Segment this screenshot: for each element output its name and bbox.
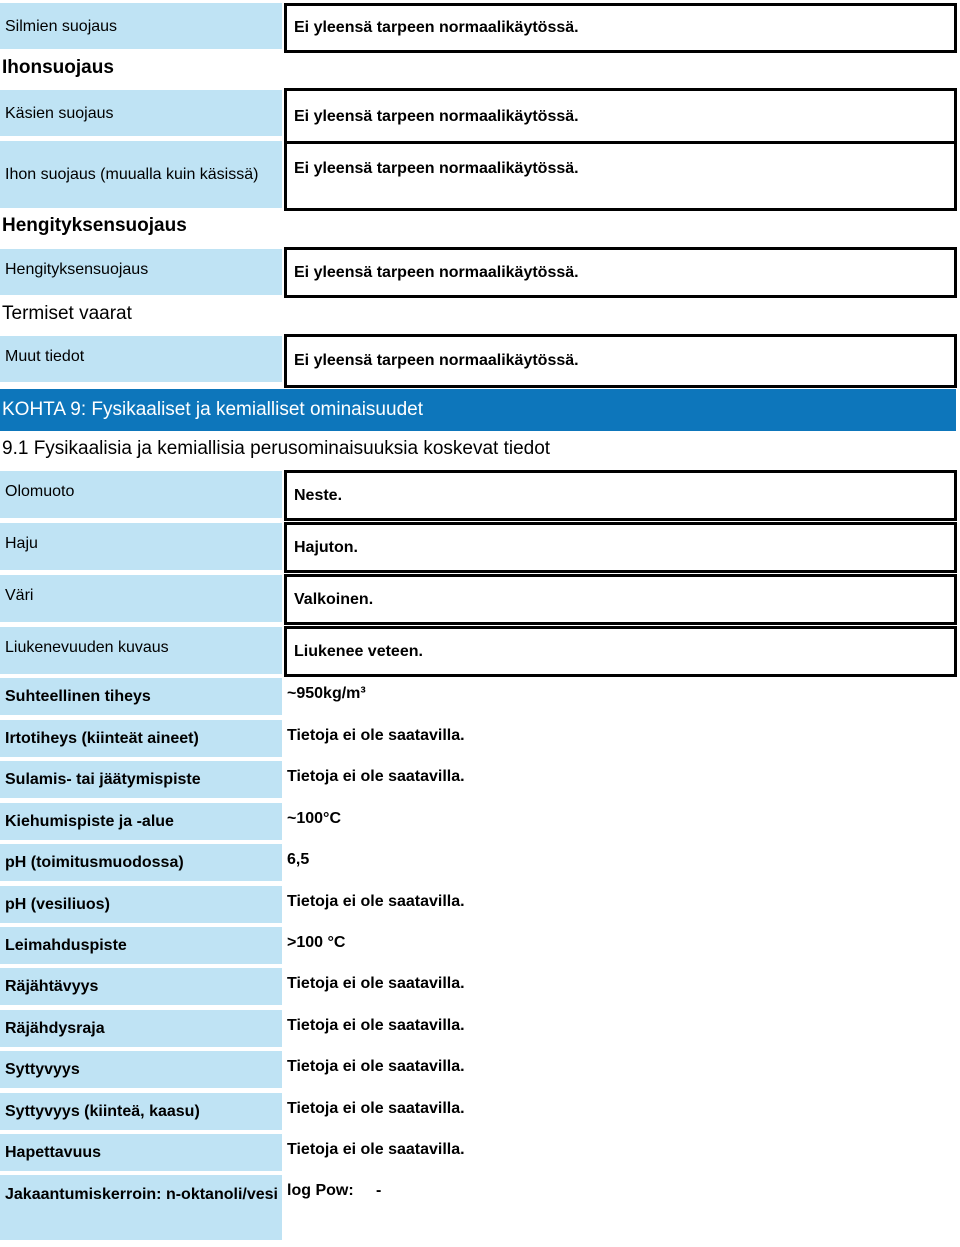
value-ph-solution: Tietoja ei ole saatavilla.	[287, 893, 465, 910]
label-oxidising: Hapettavuus	[0, 1134, 282, 1171]
label-ph-solution: pH (vesiliuos)	[0, 886, 282, 923]
heading-respiratory-protection: Hengityksensuojaus	[2, 215, 187, 236]
value-relative-density: ~950kg/m³	[287, 685, 366, 702]
heading-thermal-hazards: Termiset vaarat	[2, 303, 132, 324]
section-title: KOHTA 9: Fysikaaliset ja kemialliset ominaisuudet	[0, 389, 956, 431]
value-odour: Hajuton.	[284, 522, 957, 573]
value-other-info: Ei yleensä tarpeen normaalikäytössä.	[284, 334, 957, 388]
value-boiling-point: ~100°C	[287, 810, 341, 827]
value-colour: Valkoinen.	[284, 574, 957, 625]
label-explosion-limit: Räjähdysraja	[0, 1010, 282, 1047]
label-melting-point: Sulamis- tai jäätymispiste	[0, 761, 282, 798]
value-skin-protection-other: Ei yleensä tarpeen normaalikäytössä.	[284, 141, 957, 211]
value-explosion-limit: Tietoja ei ole saatavilla.	[287, 1017, 465, 1034]
label-respiratory-protection: Hengityksensuojaus	[0, 249, 282, 295]
value-solubility: Liukenee veteen.	[284, 626, 957, 677]
value-partition-coefficient-label: log Pow:	[287, 1182, 354, 1199]
label-physical-state: Olomuoto	[0, 471, 282, 518]
label-bulk-density: Irtotiheys (kiinteät aineet)	[0, 720, 282, 757]
label-flammability-solid-gas: Syttyvyys (kiinteä, kaasu)	[0, 1093, 282, 1130]
label-colour: Väri	[0, 575, 282, 622]
value-oxidising: Tietoja ei ole saatavilla.	[287, 1141, 465, 1158]
value-flammability: Tietoja ei ole saatavilla.	[287, 1058, 465, 1075]
value-bulk-density: Tietoja ei ole saatavilla.	[287, 727, 465, 744]
value-partition-coefficient: -	[376, 1182, 382, 1199]
value-hand-protection: Ei yleensä tarpeen normaalikäytössä.	[284, 88, 957, 142]
label-hand-protection: Käsien suojaus	[0, 90, 282, 136]
label-ph-supplied: pH (toimitusmuodossa)	[0, 844, 282, 881]
label-odour: Haju	[0, 523, 282, 570]
label-partition-coefficient: Jakaantumiskerroin: n-oktanoli/vesi	[0, 1175, 282, 1240]
subsection-title: 9.1 Fysikaalisia ja kemiallisia perusominaisuuksia koskevat tiedot	[2, 438, 551, 459]
label-other-info: Muut tiedot	[0, 336, 282, 382]
label-solubility: Liukenevuuden kuvaus	[0, 627, 282, 674]
value-ph-supplied: 6,5	[287, 851, 310, 868]
value-physical-state: Neste.	[284, 470, 957, 521]
value-melting-point: Tietoja ei ole saatavilla.	[287, 768, 465, 785]
value-respiratory-protection: Ei yleensä tarpeen normaalikäytössä.	[284, 247, 957, 298]
value-eye-protection: Ei yleensä tarpeen normaalikäytössä.	[284, 3, 957, 53]
value-flammability-solid-gas: Tietoja ei ole saatavilla.	[287, 1100, 465, 1117]
heading-skin-protection: Ihonsuojaus	[2, 57, 114, 78]
label-skin-protection-other: Ihon suojaus (muualla kuin käsissä)	[0, 141, 282, 208]
label-flammability: Syttyvyys	[0, 1051, 282, 1088]
value-explosiveness: Tietoja ei ole saatavilla.	[287, 975, 465, 992]
label-flash-point: Leimahduspiste	[0, 927, 282, 964]
label-boiling-point: Kiehumispiste ja -alue	[0, 803, 282, 840]
value-flash-point: >100 °C	[287, 934, 346, 951]
label-relative-density: Suhteellinen tiheys	[0, 678, 282, 715]
label-eye-protection: Silmien suojaus	[0, 3, 282, 49]
label-explosiveness: Räjähtävyys	[0, 968, 282, 1005]
